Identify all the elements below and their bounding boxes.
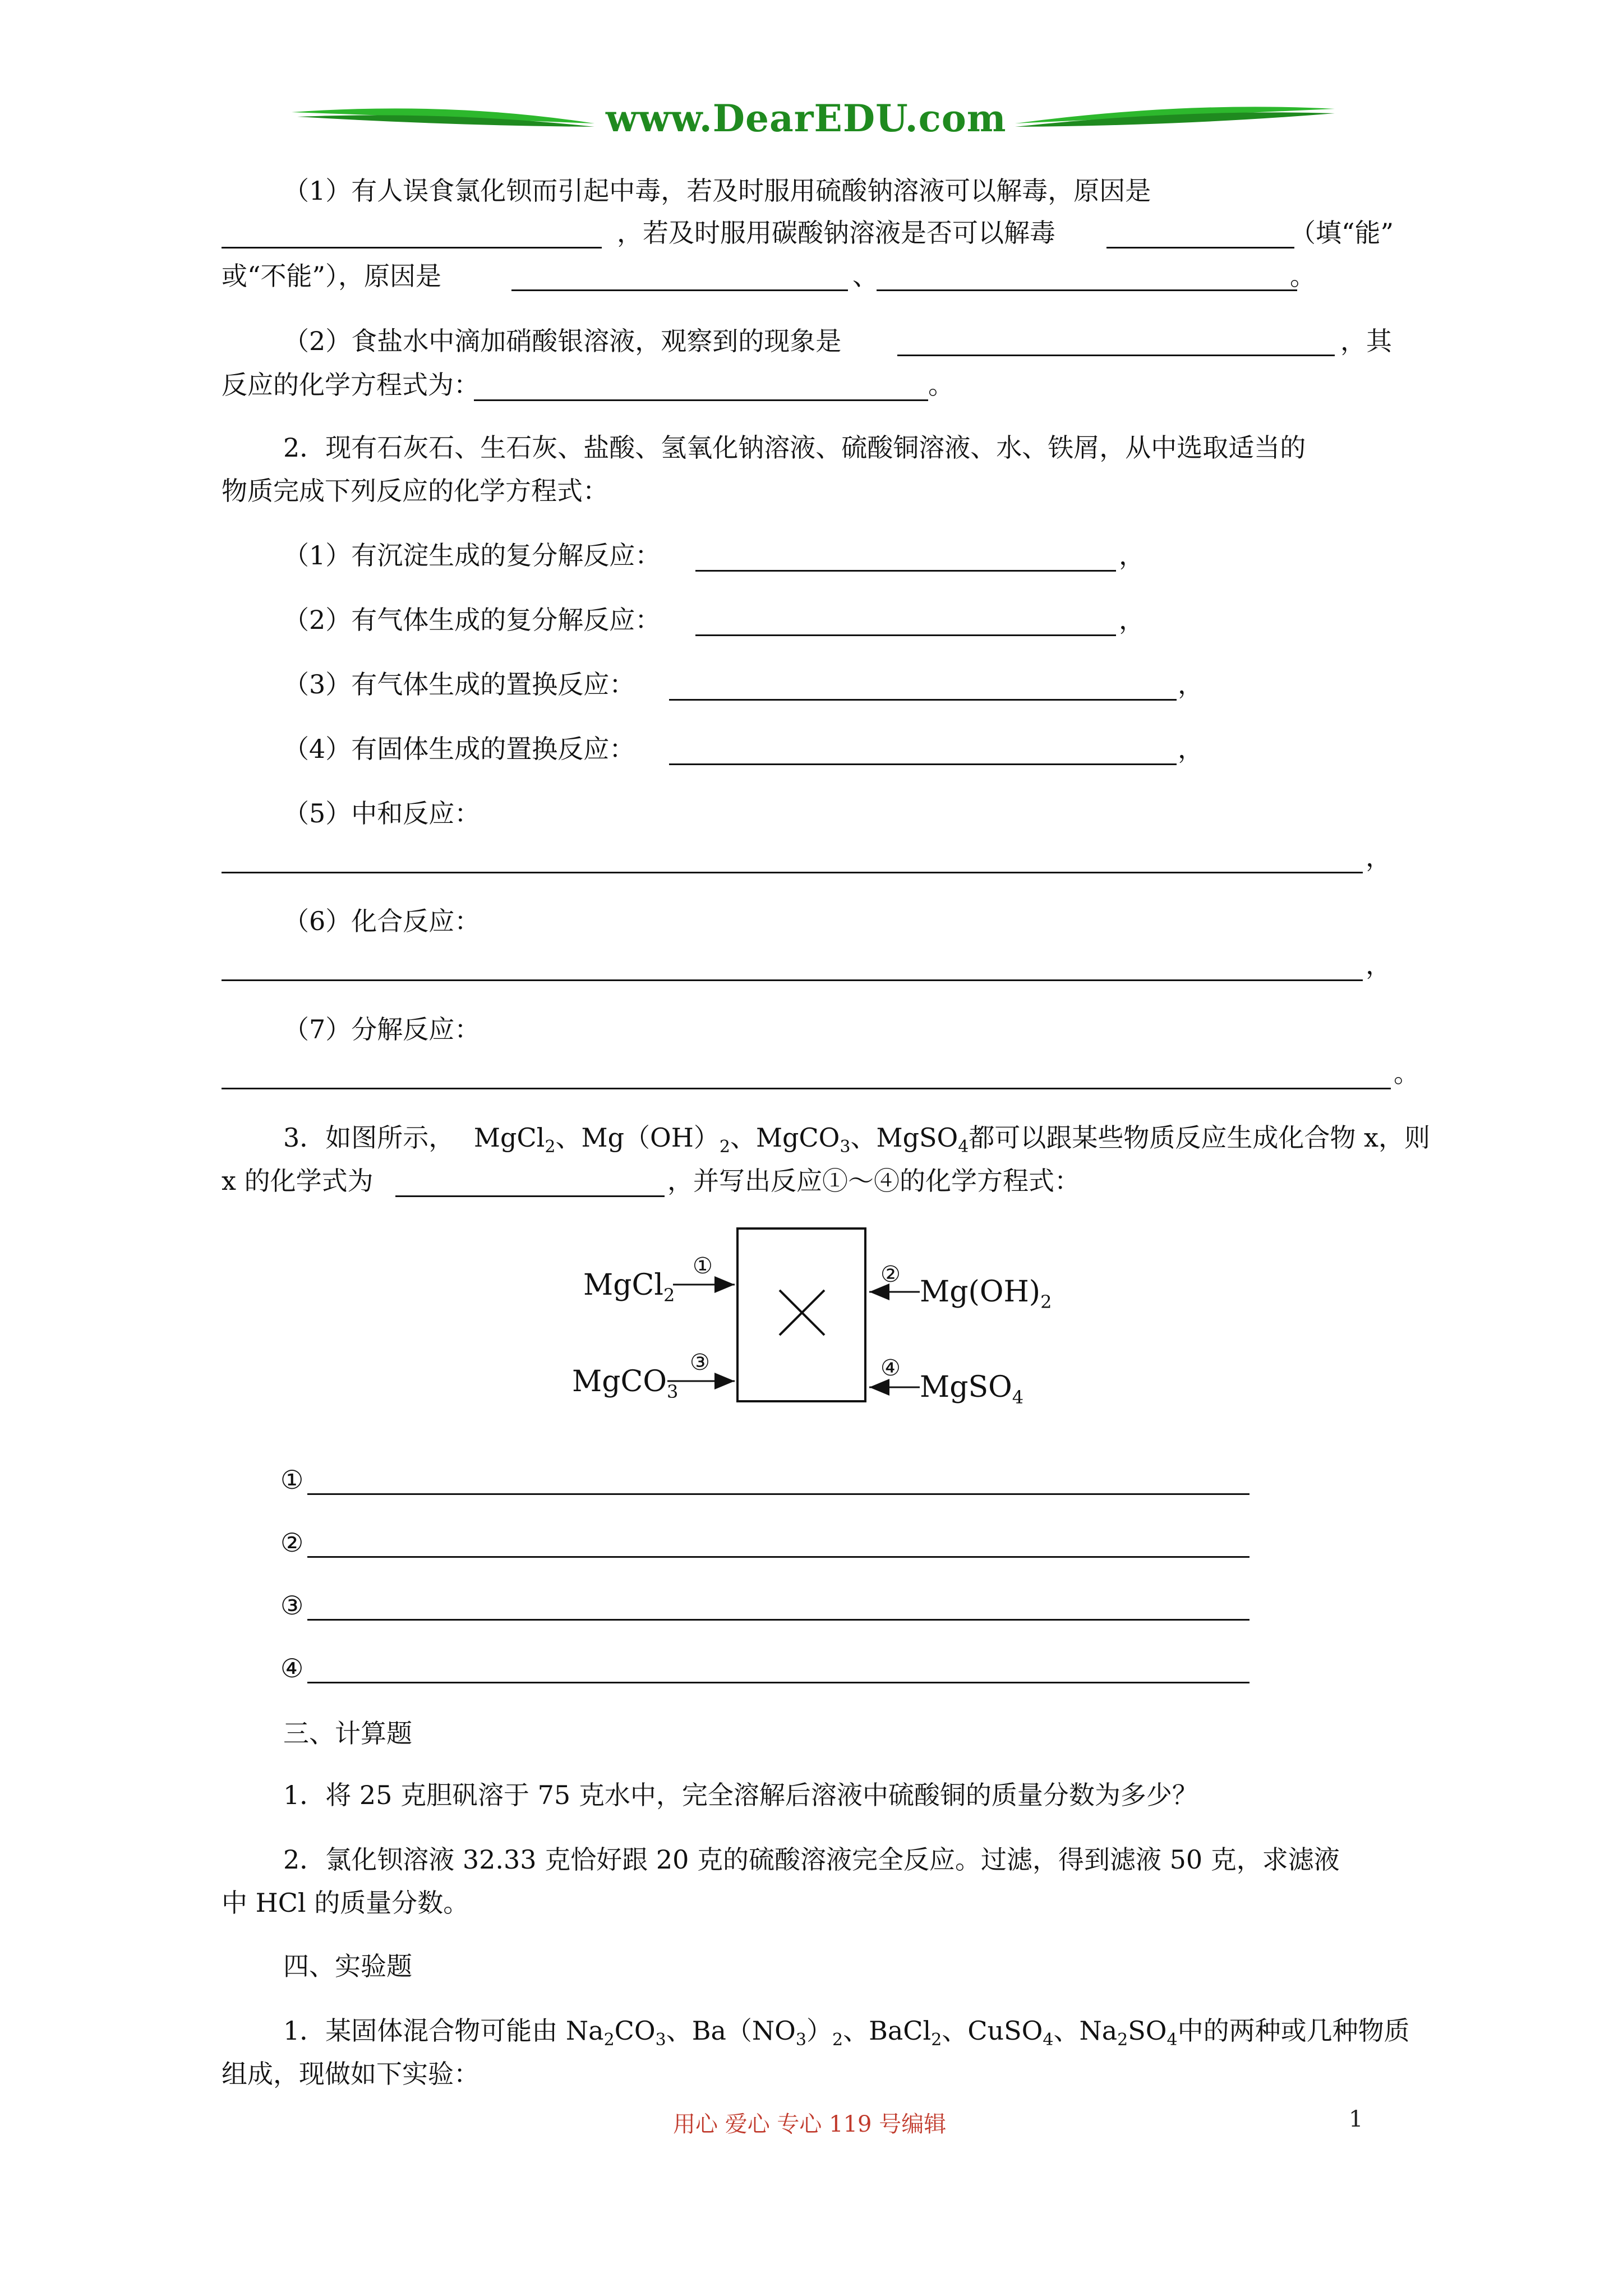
- section-3-title: 三、计算题: [283, 1718, 412, 1749]
- q1-2-line1: （2）食盐水中滴加硝酸银溶液，观察到的现象是: [283, 326, 842, 356]
- q2-item-3-comma: ，: [1178, 669, 1204, 700]
- footer-editor-note: 用心 爱心 专心 119 号编辑: [673, 2111, 947, 2137]
- q3-answer-3-label: ③: [280, 1590, 304, 1621]
- q1-1-line3-a: 或“不能”），原因是: [222, 261, 442, 291]
- blank-q3-x[interactable]: [395, 1195, 665, 1197]
- q3-answer-4-label: ④: [280, 1653, 304, 1683]
- q2-item-4: （4）有固体生成的置换反应：: [283, 734, 635, 764]
- q1-1-line2-mid: ，若及时服用碳酸钠溶液是否可以解毒: [617, 218, 1055, 248]
- q2-item-2: （2）有气体生成的复分解反应：: [283, 605, 661, 635]
- blank-q3-answer-1[interactable]: [307, 1493, 1249, 1495]
- q1-1-line3-b: 、: [852, 261, 878, 291]
- blank-q1-2-equation[interactable]: [474, 399, 928, 401]
- q2-item-6: （6）化合反应：: [283, 906, 481, 936]
- header-swoosh-right: [1015, 101, 1340, 146]
- arrow-2-label: ②: [880, 1262, 901, 1287]
- q2-line2: 物质完成下列反应的化学方程式：: [222, 476, 608, 506]
- label-mgso4: MgSO$_4$: [920, 1370, 1024, 1408]
- compound-x-box: [737, 1228, 865, 1401]
- q3-line1: 3．如图所示， MgCl$_2$、$Mg(OH)_2$、MgCO$_3$、MgSO$_4$都可以跟某些物质反应生成化合物 x，则: [283, 1122, 1430, 1157]
- blank-q1-1-cause-b[interactable]: [877, 289, 1297, 291]
- q2-item-1-comma: ，: [1119, 540, 1145, 570]
- blank-q3-answer-4[interactable]: [307, 1682, 1249, 1683]
- sec3-q2-line1: 2．氯化钡溶液 32.33 克恰好跟 20 克的硫酸溶液完全反应。过滤，得到滤液 50 克，求滤液: [283, 1844, 1340, 1875]
- blank-q1-1-cause-a[interactable]: [511, 289, 848, 291]
- q3-answer-2-label: ②: [280, 1527, 304, 1558]
- q2-item-5: （5）中和反应：: [283, 798, 481, 829]
- q3-line2-a: x 的化学式为: [222, 1166, 374, 1196]
- label-mgoh2: $Mg(OH)_2$: [920, 1275, 1052, 1313]
- q2-item-2-comma: ，: [1119, 605, 1145, 635]
- q1-2-line2: 反应的化学方程式为：: [222, 370, 479, 400]
- blank-q2-7[interactable]: [222, 1088, 1391, 1089]
- q2-item-6-comma: ，: [1366, 950, 1391, 980]
- blank-q2-2[interactable]: [695, 634, 1116, 636]
- q3-answer-1-label: ①: [280, 1465, 304, 1495]
- q2-line1: 2．现有石灰石、生石灰、盐酸、氢氧化钠溶液、硫酸铜溶液、水、铁屑，从中选取适当的: [283, 432, 1306, 463]
- q1-1-line3-end: 。: [1290, 261, 1316, 291]
- sec3-q2-line2: 中 HCl 的质量分数。: [222, 1888, 469, 1918]
- q2-item-4-comma: ，: [1178, 734, 1204, 764]
- section-4-title: 四、实验题: [283, 1951, 412, 1981]
- q1-2-line1-end: ，其: [1340, 326, 1392, 356]
- q2-item-1: （1）有沉淀生成的复分解反应：: [283, 540, 661, 570]
- blank-q2-6[interactable]: [222, 979, 1363, 981]
- formula-mgcl2: MgCl: [473, 1122, 545, 1153]
- q3-line2-b: ，并写出反应①～④的化学方程式：: [667, 1166, 1080, 1196]
- blank-q2-5[interactable]: [222, 872, 1363, 873]
- q1-1-line2-end: （填“能”: [1290, 218, 1394, 248]
- blank-q1-1-reason[interactable]: [222, 247, 602, 249]
- sec3-q1: 1．将 25 克胆矾溶于 75 克水中，完全溶解后溶液中硫酸铜的质量分数为多少？: [283, 1780, 1198, 1810]
- sec4-q1-line2: 组成，现做如下实验：: [222, 2059, 479, 2089]
- q1-1-line1: （1）有人误食氯化钡而引起中毒，若及时服用硫酸钠溶液可以解毒，原因是: [283, 176, 1151, 206]
- blank-q2-3[interactable]: [669, 699, 1177, 701]
- page-number: 1: [1349, 2106, 1363, 2132]
- arrow-3-label: ③: [690, 1350, 710, 1375]
- q1-2-line2-end: 。: [928, 370, 954, 400]
- blank-q3-answer-3[interactable]: [307, 1619, 1249, 1621]
- blank-q2-1[interactable]: [695, 570, 1116, 572]
- blank-q3-answer-2[interactable]: [307, 1556, 1249, 1558]
- blank-q1-2-phenomenon[interactable]: [897, 355, 1335, 356]
- q2-item-5-comma: ，: [1366, 842, 1391, 872]
- header-site-name: www.DearEDU.com: [606, 96, 1007, 140]
- sec4-q1-line1: 1．某固体混合物可能由 $Na_2CO_3$、$Ba(NO_3)_2$、BaCl$_2$、CuSO$_4$、$Na_2SO_4$中的两种或几种物质: [283, 2016, 1410, 2050]
- label-mgco3: MgCO$_3$: [572, 1365, 679, 1402]
- reaction-diagram: [550, 1212, 1082, 1436]
- blank-q1-1-can[interactable]: [1106, 247, 1294, 249]
- arrow-1-label: ①: [693, 1253, 713, 1279]
- q2-item-3: （3）有气体生成的置换反应：: [283, 669, 635, 700]
- q2-item-7: （7）分解反应：: [283, 1014, 481, 1045]
- header-swoosh-left: [292, 101, 606, 146]
- blank-q2-4[interactable]: [669, 763, 1177, 765]
- q2-item-7-period: 。: [1394, 1058, 1419, 1088]
- label-mgcl2: MgCl$_2$: [583, 1268, 675, 1306]
- arrow-4-label: ④: [880, 1355, 901, 1381]
